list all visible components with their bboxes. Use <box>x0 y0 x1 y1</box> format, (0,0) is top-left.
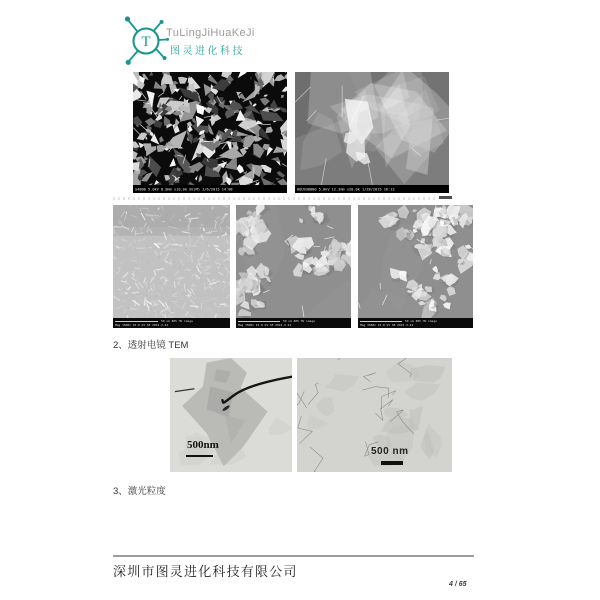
sem-image-dispersed-flakes-2 <box>358 205 473 328</box>
section-label-laser: 3、激光粒度 <box>113 486 166 497</box>
sem-info-text: Mag 1500x 15.0 kV SE 2015.3.24 <box>238 323 292 327</box>
sem-texture <box>133 72 287 193</box>
sem-texture <box>295 72 449 193</box>
tem-scale-bar <box>186 455 213 457</box>
sem-info-text: 50 um 805 HV image <box>283 319 316 323</box>
faint-caption-line <box>113 197 435 200</box>
sem-info-text: Mag 1500x 15.0 kV SE 2015.3.24 <box>115 323 169 327</box>
sem-info-bar <box>113 318 230 328</box>
svg-text:T: T <box>141 34 151 50</box>
tem-scale-bar <box>381 461 403 465</box>
sem-info-bar <box>133 185 287 193</box>
sem-info-bar <box>236 318 351 328</box>
sem-info-text: Mag 1500x 15.0 kV SE 2015.3.24 <box>360 323 414 327</box>
sem-image-large-sheets <box>295 72 449 193</box>
tem-image-thin-sheets <box>297 358 452 472</box>
sem-info-text: HQUSU8000 5.0kV 12.3mm x20.0k 1/28/2015 16:13 <box>297 186 395 192</box>
footer-divider <box>113 555 474 557</box>
logo-subtitle: 图灵进化科技 <box>170 46 245 57</box>
company-logo-icon <box>124 13 170 67</box>
scale-bar-line <box>238 321 280 322</box>
tem-scale-label: 500 nm <box>371 446 409 457</box>
company-name: 深圳市图灵进化科技有限公司 <box>113 564 298 579</box>
section-label-tem: 2、透射电镜 TEM <box>113 340 189 351</box>
sem-image-dense-powder <box>113 205 230 328</box>
page-number: 4 / 65 <box>449 581 467 588</box>
sem-info-text: 50 um 805 HV image <box>405 319 438 323</box>
scale-bar-line <box>360 321 402 322</box>
sem-info-bar <box>358 318 473 328</box>
sem-image-dark-nanoflakes <box>133 72 287 193</box>
sem-info-text: 50 um 805 HV image <box>160 319 193 323</box>
sem-info-bar <box>295 185 449 193</box>
sem-texture <box>358 205 473 328</box>
sem-info-text: S4800 5.0kV 8.8mm x10.0k SE(M) 2/6/2015 14:08 <box>135 186 233 192</box>
sem-texture <box>236 205 351 328</box>
tem-image-flake <box>170 358 292 472</box>
scale-bar-line <box>115 321 158 322</box>
sem-texture <box>113 205 230 328</box>
sem-image-dispersed-flakes-1 <box>236 205 351 328</box>
tem-scale-label: 500nm <box>187 439 219 451</box>
faint-caption-dash <box>439 196 452 199</box>
logo-title: TuLingJiHuaKeJi <box>166 27 255 39</box>
